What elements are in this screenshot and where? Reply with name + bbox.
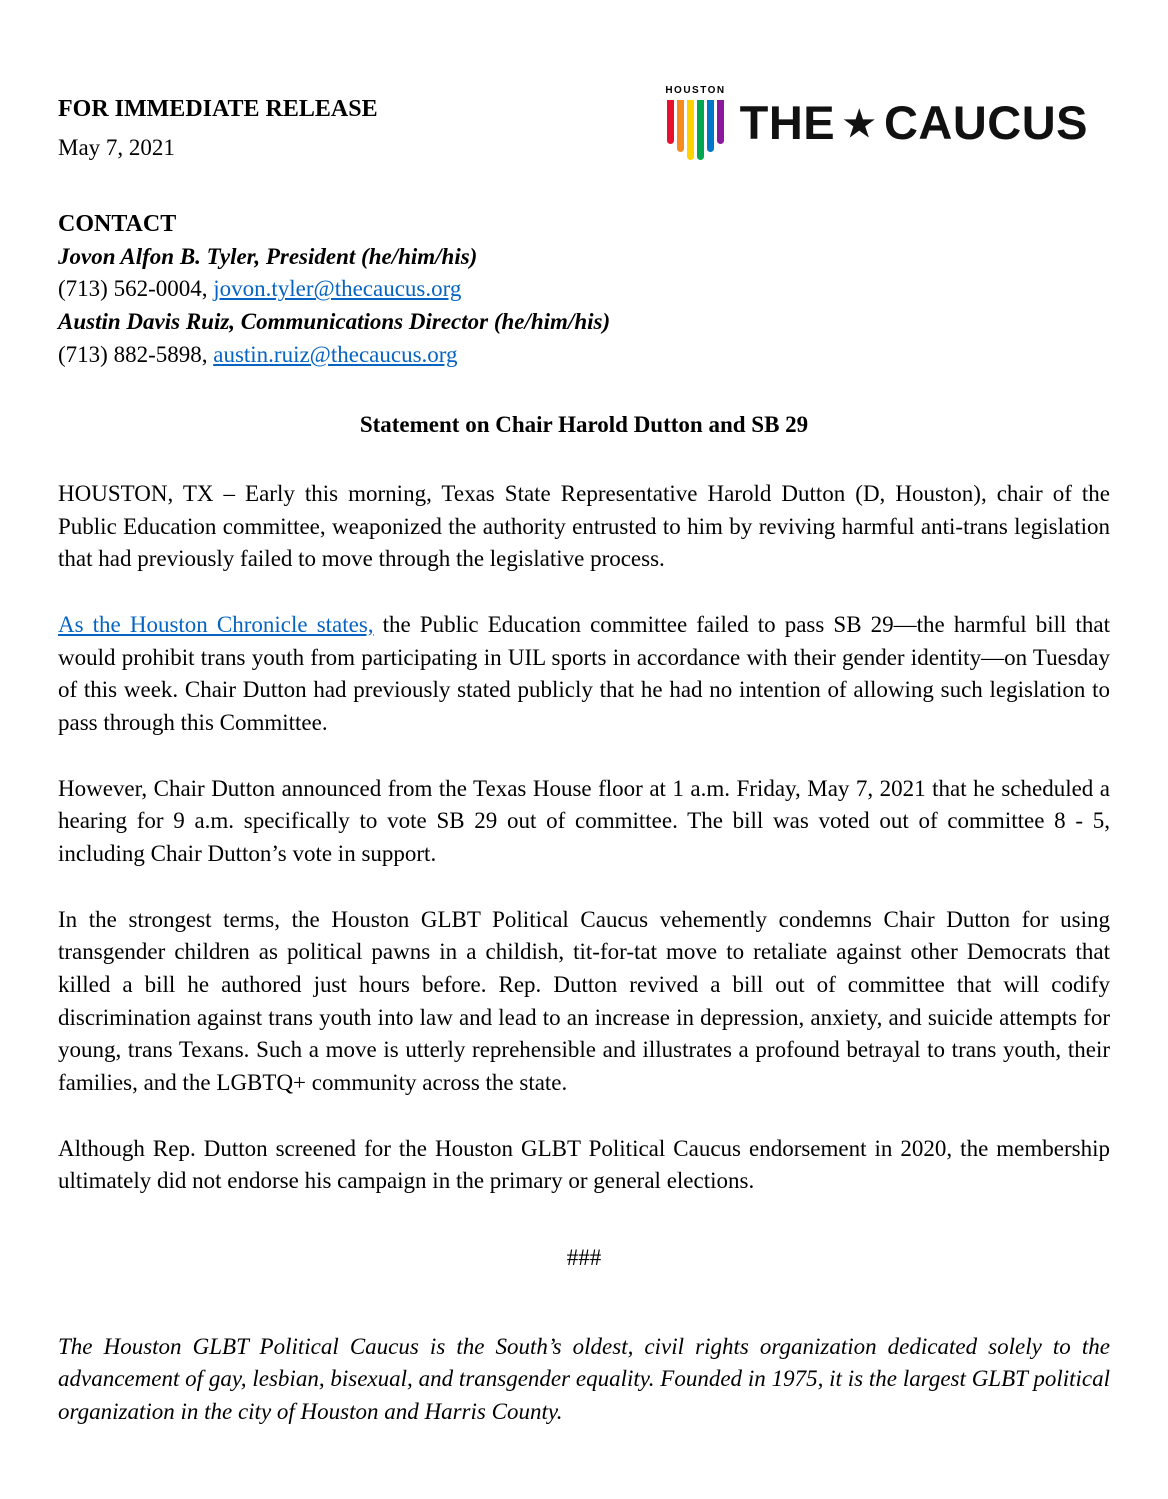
end-mark: ###	[566, 1244, 602, 1270]
statement-title: Statement on Chair Harold Dutton and SB 29	[359, 412, 809, 438]
contact-person1-name: Jovon Alfon B. Tyler, President (he/him/his)	[58, 243, 478, 269]
contact-heading: CONTACT	[58, 210, 177, 237]
contact-person1-line	[58, 273, 1110, 306]
logo-houston-label: HOUSTON	[665, 85, 726, 96]
header-row	[58, 85, 1110, 165]
logo-word-caucus: CAUCUS	[883, 95, 1088, 149]
paragraph-2-rest: the Public Education committee failed to pass SB 29—the harmful bill that would prohibit trans youth from participating in UIL sports in accordance with their gender identity—on Tuesday of this week. Chair Dutton had previously stated publicly that he had no intention of allowing such legislation to pass through this Committee.	[58, 612, 1111, 736]
paragraph-5: Although Rep. Dutton screened for the Houston GLBT Political Caucus endorsement in 2020, the membership ultimately did not endorse his campaign in the primary or general elections.	[58, 1135, 1110, 1194]
contact-person2-name: Austin Davis Ruiz, Communications Director (he/him/his)	[58, 309, 611, 335]
paragraph-3: However, Chair Dutton announced from the Texas House floor at 1 a.m. Friday, May 7, 2021 that he scheduled a hearing for 9 a.m. specifically to vote SB 29 out of committee. The bill was voted out of committee 8 - 5, including Chair Dutton’s vote in support.	[58, 775, 1110, 866]
contact-person2-line	[58, 339, 1110, 372]
release-block	[58, 92, 378, 165]
release-line: FOR IMMEDIATE RELEASE	[58, 96, 378, 122]
contact-person1-phone: (713) 562-0004,	[58, 276, 214, 302]
contact-block	[58, 207, 1110, 372]
logo-badge	[665, 84, 725, 162]
contact-person2-email-link[interactable]: austin.ruiz@thecaucus.org	[213, 341, 458, 367]
paragraph-1: HOUSTON, TX – Early this morning, Texas State Representative Harold Dutton (D, Houston), chair of the Public Education committee, weaponized the authority entrusted to him by reviving harmful anti-trans legislation that had previously failed to move through the legislative process.	[58, 481, 1110, 572]
paragraph-4: In the strongest terms, the Houston GLBT Political Caucus vehemently condemns Chair Dutton for using transgender children as political pawns in a childish, tit-for-tat move to retaliate against other Democrats that killed a bill he authored just hours before. Rep. Dutton revived a bill out of committee that will codify discrimination against trans youth into law and lead to an increase in depression, anxiety, and suicide attempts for young, trans Texans. Such a move is utterly reprehensible and illustrates a profound betrayal to trans youth, their families, and the LGBTQ+ community across the state.	[58, 906, 1110, 1095]
release-date: May 7, 2021	[58, 135, 175, 161]
logo-word-the: THE	[739, 95, 836, 149]
contact-person1-email-link[interactable]: jovon.tyler@thecaucus.org	[213, 276, 462, 302]
logo-wordmark	[740, 90, 1088, 157]
about-paragraph: The Houston GLBT Political Caucus is the South’s oldest, civil rights organization dedicated solely to the advancement of gay, lesbian, bisexual, and transgender equality. Founded in 1975, it is the largest GLBT political organization in the city of Houston and Harris County.	[58, 1333, 1110, 1424]
contact-person2-phone: (713) 882-5898,	[58, 341, 214, 367]
star-icon: ★	[843, 103, 876, 145]
caucus-logo	[665, 84, 1088, 162]
pride-stripes-icon	[667, 100, 724, 162]
houston-chronicle-link[interactable]: As the Houston Chronicle states,	[58, 612, 374, 638]
paragraph-2	[58, 609, 1110, 740]
